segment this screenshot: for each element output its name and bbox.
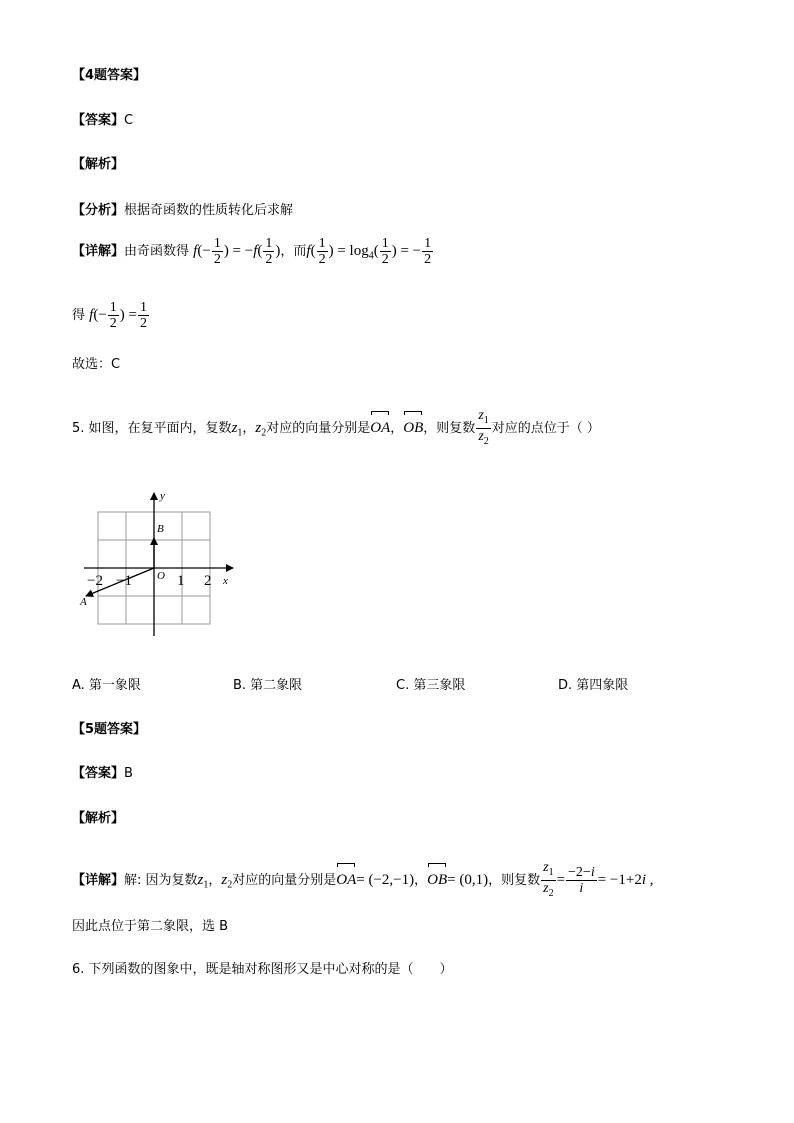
tick-neg2: −2 xyxy=(87,573,103,589)
q5-detail-part3: ，则复数 xyxy=(488,872,541,888)
q5-question-part1: 如图，在复平面内，复数 xyxy=(88,420,232,436)
q5-answer-label: 【答案】 xyxy=(72,766,125,781)
q5-option-c[interactable]: C. 第三象限 xyxy=(396,678,466,693)
q4-answer-label: 【答案】 xyxy=(72,113,125,128)
q5-option-d[interactable]: D. 第四象限 xyxy=(558,678,629,693)
q5-question-part4: 对应的点位于（ ） xyxy=(491,420,600,436)
q4-result: 得 f(− $\frac{1}{2}$ ) = $\frac{1}{2}$ xyxy=(72,300,148,331)
point-a-label: A xyxy=(80,596,87,608)
tick-2: 2 xyxy=(204,573,212,589)
ob-value: = (0,1) xyxy=(447,871,489,888)
fraction-z1-z2: $\frac{z_1}{z_2}$ xyxy=(543,860,554,899)
q5-answer-value: B xyxy=(124,766,133,781)
axis-y-label: y xyxy=(160,490,165,502)
q4-detail-prefix: 由奇函数得 xyxy=(124,244,190,259)
vector-oa: OA xyxy=(370,411,390,445)
q6-question: 6. 下列函数的图象中，既是轴对称图形又是中心对称的是（ ） xyxy=(72,962,453,977)
q4-de-char: 得 xyxy=(72,308,86,323)
q4-fenxi-text: 根据奇函数的性质转化后求解 xyxy=(124,203,294,218)
q5-number: 5. xyxy=(72,420,85,436)
fraction-half: $\frac{1}{2}$ xyxy=(140,300,148,331)
q4-detail-mid: ，而 xyxy=(280,244,307,259)
q5-analysis-label: 【解析】 xyxy=(72,811,125,826)
fraction-half: $\frac{1}{2}$ xyxy=(381,236,389,267)
q4-analysis-label: 【解析】 xyxy=(72,157,125,172)
fraction-half: $\frac{1}{2}$ xyxy=(424,236,432,267)
q5-header: 【5题答案】 xyxy=(72,722,147,737)
q5-figure xyxy=(76,488,246,643)
q4-answer-value: C xyxy=(124,113,134,128)
q5-detail: 【详解】解: 因为复数$z_1$，$z_2$对应的向量分别是OA= (−2,−1)，OB= (0,1)，则复数 $\frac{z_1}{z_2}$ = $\frac{-2-i}{i}$ = −1+2i , xyxy=(72,860,654,899)
tick-neg1: −1 xyxy=(116,573,132,589)
fraction-result: $\frac{-2-i}{i}$ xyxy=(568,864,595,896)
vector-ob: OB xyxy=(427,863,447,897)
q4-detail: 【详解】由奇函数得 f(− $\frac{1}{2}$ ) = −f( $\frac{1}{2}$ )，而f( $\frac{1}{2}$ ) = $\log_4$( $\frac{1}{2}$ ) = − $\frac{1}{2}$ xyxy=(72,236,432,267)
q4-answer xyxy=(72,111,133,131)
q5-detail-part1: 解: 因为复数 xyxy=(124,872,198,888)
fraction-half: $\frac{1}{2}$ xyxy=(213,236,221,267)
fraction-half: $\frac{1}{2}$ xyxy=(109,300,117,331)
q5-option-a[interactable]: A. 第一象限 xyxy=(72,678,141,693)
q5-question: 5. 如图，在复平面内，复数$z_1$，$z_2$对应的向量分别是OA，OB，则复数 $\frac{z_1}{z_2}$ 对应的点位于（ ） xyxy=(72,408,600,447)
q5-question-part3: ，则复数 xyxy=(423,420,476,436)
q5-option-b[interactable]: B. 第二象限 xyxy=(233,678,303,693)
origin-label: O xyxy=(157,570,165,582)
q5-question-part2: 对应的向量分别是 xyxy=(266,420,371,436)
q5-answer xyxy=(72,764,133,784)
q5-detail-label: 【详解】 xyxy=(72,872,125,888)
fraction-half: $\frac{1}{2}$ xyxy=(318,236,326,267)
q4-detail-label: 【详解】 xyxy=(72,244,125,259)
q5-detail-part2: 对应的向量分别是 xyxy=(232,872,337,888)
tick-1: 1 xyxy=(177,573,185,589)
vector-ob: OB xyxy=(403,411,423,445)
fraction-half: $\frac{1}{2}$ xyxy=(265,236,273,267)
fraction-z1-z2: $\frac{z_1}{z_2}$ xyxy=(478,408,489,447)
q4-conclusion: 故选：C xyxy=(72,357,121,372)
oa-value: = (−2,−1) xyxy=(356,871,415,888)
q4-fenxi-label: 【分析】 xyxy=(72,203,125,218)
q4-fenxi xyxy=(72,201,293,221)
vector-oa: OA xyxy=(336,863,356,897)
q4-header: 【4题答案】 xyxy=(72,68,147,83)
math-f: f xyxy=(193,243,198,259)
axis-x-label: x xyxy=(223,575,228,587)
point-b-label: B xyxy=(157,523,164,535)
q5-conclusion: 因此点位于第二象限，选 B xyxy=(72,919,229,934)
